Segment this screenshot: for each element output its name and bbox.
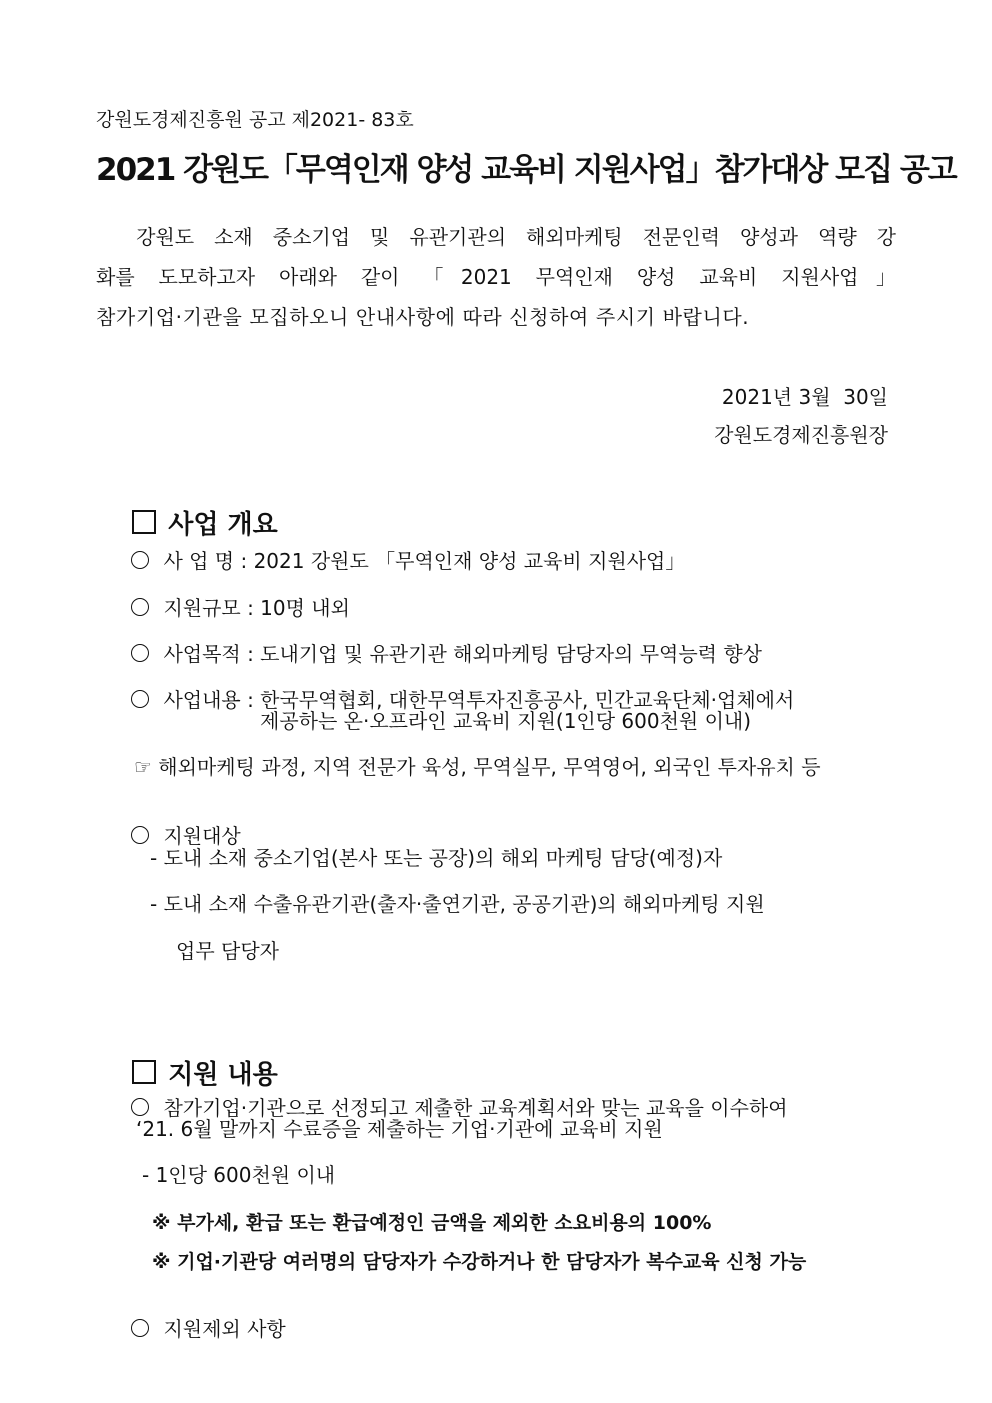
overview-item-text: 사업내용 : 한국무역협회, 대한무역투자진흥공사, 민간교육단체·업체에서 xyxy=(163,688,795,712)
overview-item-text: 사 업 명 : 2021 강원도 「무역인재 양성 교육비 지원사업」 xyxy=(163,549,686,573)
overview-item-text: 지원규모 : 10명 내외 xyxy=(163,596,350,620)
support-note-1: ※ 부가세, 환급 또는 환급예정인 금액을 제외한 소요비용의 100% xyxy=(152,1212,712,1234)
page-title: 2021 강원도「무역인재 양성 교육비 지원사업」참가대상 모집 공고 xyxy=(96,152,956,188)
support-sub-item: - 1인당 600천원 이내 xyxy=(142,1163,336,1187)
circle-bullet-icon xyxy=(131,1319,149,1337)
target-line-2: - 도내 소재 수출유관기관(출자·출연기관, 공공기관)의 해외마케팅 지원 xyxy=(150,892,765,916)
circle-bullet-icon xyxy=(131,598,149,616)
support-note-2: ※ 기업·기관당 여러명의 담당자가 수강하거나 한 담당자가 복수교육 신청 가능 xyxy=(152,1251,807,1273)
support-item-text: 지원제외 사항 xyxy=(163,1317,286,1341)
circle-bullet-icon xyxy=(131,690,149,708)
issuer-name: 강원도경제진흥원장 xyxy=(714,423,888,447)
notice-number: 강원도경제진흥원 공고 제2021- 83호 xyxy=(96,109,414,131)
section-heading-text: 사업 개요 xyxy=(168,510,278,540)
pointer-note: ☞ 해외마케팅 과정, 지역 전문가 육성, 무역실무, 무역영어, 외국인 투자유치 등 xyxy=(134,755,821,779)
circle-bullet-icon xyxy=(131,644,149,662)
circle-bullet-icon xyxy=(131,1098,149,1116)
support-item-2 xyxy=(106,1290,286,1368)
overview-item-text: 지원대상 xyxy=(163,824,241,848)
intro-line-2: 화를 도모하고자 아래와 같이 「2021 무역인재 양성 교육비 지원사업」 xyxy=(96,265,896,289)
support-item-1-cont: ‘21. 6월 말까지 수료증을 제출하는 기업·기관에 교육비 지원 xyxy=(136,1117,663,1141)
support-item-text: 참가기업·기관으로 선정되고 제출한 교육계획서와 맞는 교육을 이수하여 xyxy=(163,1096,788,1120)
intro-line-1: 강원도 소재 중소기업 및 유관기관의 해외마케팅 전문인력 양성과 역량 강 xyxy=(96,225,896,249)
target-line-1: - 도내 소재 중소기업(본사 또는 공장)의 해외 마케팅 담당(예정)자 xyxy=(150,846,723,870)
section-heading-text: 지원 내용 xyxy=(168,1060,278,1090)
overview-item-content-cont: 제공하는 온·오프라인 교육비 지원(1인당 600천원 이내) xyxy=(260,709,752,733)
notice-date: 2021년 3월 30일 xyxy=(721,385,888,409)
circle-bullet-icon xyxy=(131,551,149,569)
intro-line-3: 참가기업·기관을 모집하오니 안내사항에 따라 신청하여 주시기 바랍니다. xyxy=(96,305,750,329)
circle-bullet-icon xyxy=(131,826,149,844)
overview-item-text: 사업목적 : 도내기업 및 유관기관 해외마케팅 담당자의 무역능력 향상 xyxy=(163,642,762,666)
target-line-2-cont: 업무 담당자 xyxy=(176,939,279,963)
